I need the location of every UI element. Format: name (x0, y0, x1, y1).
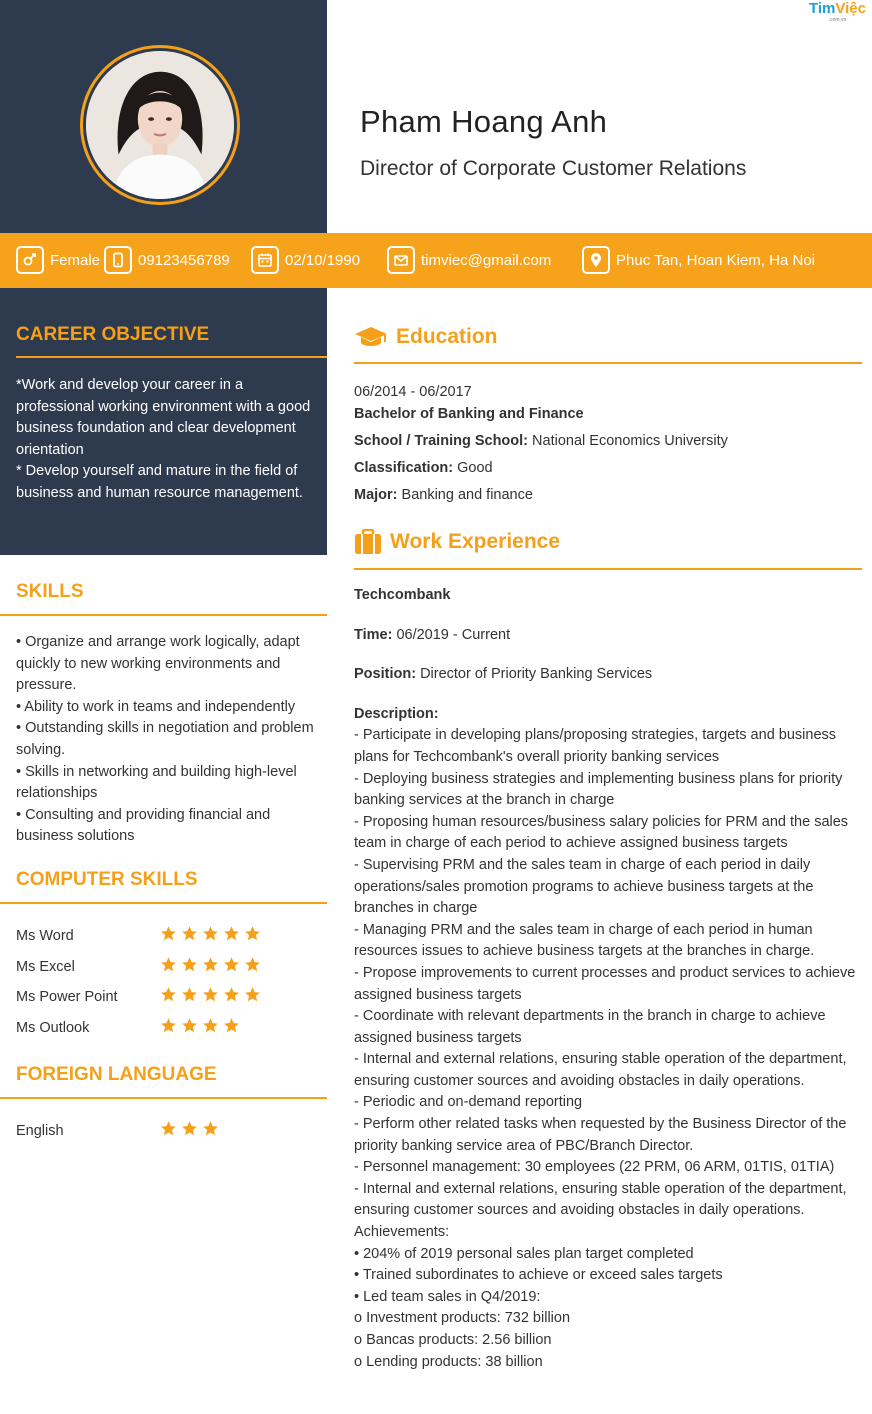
phone-icon (104, 246, 132, 274)
email-text: timviec@gmail.com (421, 251, 552, 269)
star-icon (223, 986, 240, 1008)
career-objective-text (16, 375, 324, 505)
description-line: - Participate in developing plans/proposing strategies, targets and business plans for Techcombank's overall priority banking services (354, 727, 837, 765)
profile-photo (86, 51, 234, 199)
star-icon (244, 925, 261, 947)
star-rating (160, 1120, 219, 1142)
star-icon (181, 1017, 198, 1039)
computer-skill-label: Ms Word (16, 928, 74, 944)
company-name: Techcombank (354, 587, 451, 603)
logo-text-b: Việc (835, 0, 866, 17)
objective-line: * Develop yourself and mature in the field of business and human resource management. (16, 463, 303, 501)
gender-text: Female (50, 251, 101, 269)
star-icon (181, 925, 198, 947)
description-line: - Supervising PRM and the sales team in charge of each period in daily operations/sales promotion programs to achieve business targets at the branches in charge (354, 856, 814, 917)
star-icon (244, 956, 261, 978)
candidate-name: Pham Hoang Anh (360, 104, 608, 139)
logo-text-a: Tim (809, 0, 836, 17)
candidate-title: Director of Corporate Customer Relations (360, 157, 747, 180)
contact-phone (104, 245, 230, 275)
description-line: - Perform other related tasks when requested by the Business Director of the priority banking service area of PBC/Branch Director. (354, 1116, 847, 1154)
computer-skill-row (16, 956, 316, 978)
description-line: - Proposing human resources/business salary policies for PRM and the sales team in charge of each period to achieve assigned business targets (354, 813, 849, 852)
description-line: - Propose improvements to current processes and product services to achieve assigned business targets (354, 964, 856, 1003)
foreign-language-rule (0, 1097, 327, 1099)
work-experience-title: Work Experience (390, 530, 561, 553)
birthday-text: 02/10/1990 (285, 251, 361, 269)
map-pin-icon (582, 246, 610, 274)
work-entry (354, 585, 862, 1373)
skills-list (16, 632, 321, 848)
description-line: - Internal and external relations, ensuring stable operation of the department, ensuring customer sources and avoiding obstacles in daily operations. (354, 1051, 847, 1089)
calendar-icon (251, 246, 279, 274)
objective-line: *Work and develop your career in a professional working environment with a good business foundation and clear development orientation (16, 377, 311, 458)
education-period: 06/2014 - 06/2017 (354, 384, 472, 400)
description-line: • Trained subordinates to achieve or exceed sales targets (354, 1267, 723, 1284)
skill-item: • Organize and arrange work logically, adapt quickly to new working environments and pressure. (16, 634, 300, 694)
computer-skill-row (16, 1017, 316, 1039)
star-rating (160, 986, 261, 1008)
skill-item: • Skills in networking and building high-level relationships (16, 763, 297, 802)
star-icon (160, 956, 177, 978)
star-icon (202, 1120, 219, 1142)
star-rating (160, 925, 261, 947)
classification-label: Classification: (354, 460, 454, 476)
education-school (354, 430, 862, 457)
description-line: Achievements: (354, 1224, 450, 1241)
classification-value: Good (457, 460, 493, 476)
star-icon (202, 956, 219, 978)
computer-skill-label: Ms Power Point (16, 989, 118, 1005)
star-icon (244, 986, 261, 1008)
computer-skill-label: Ms Outlook (16, 1020, 90, 1036)
logo-subtext: .com.vn (828, 17, 847, 23)
briefcase-icon (354, 529, 382, 555)
star-icon (202, 986, 219, 1008)
address-text: Phuc Tan, Hoan Kiem, Ha Noi (616, 251, 815, 269)
work-time (354, 625, 862, 647)
position-label: Position: (354, 666, 417, 683)
gender-icon (16, 246, 44, 274)
star-icon (160, 1120, 177, 1142)
contact-address (582, 245, 815, 275)
major-label: Major: (354, 487, 398, 503)
star-rating (160, 1017, 240, 1039)
language-row (16, 1120, 316, 1142)
phone-text: 09123456789 (138, 251, 230, 269)
description-line: o Investment products: 732 billion (354, 1310, 571, 1327)
career-objective-rule (16, 356, 327, 358)
work-experience-heading (354, 529, 560, 555)
work-position (354, 664, 862, 686)
education-major (354, 484, 862, 511)
education-heading (354, 325, 498, 349)
computer-skill-row (16, 925, 316, 947)
description-line: - Managing PRM and the sales team in charge of each period in human resources issues to achieve business targets at the branches in charge. (354, 921, 815, 960)
education-rule (354, 362, 862, 364)
star-icon (160, 925, 177, 947)
contact-bar (0, 233, 872, 288)
education-degree: Bachelor of Banking and Finance (354, 406, 584, 422)
education-classification (354, 457, 862, 484)
description-line: - Personnel management: 30 employees (22 PRM, 06 ARM, 01TIS, 01TIA) (354, 1159, 835, 1176)
star-icon (181, 1120, 198, 1142)
description-line: - Periodic and on-demand reporting (354, 1094, 583, 1111)
description-line: - Deploying business strategies and implementing business plans for priority banking services at the branch in charge (354, 770, 843, 809)
position-value: Director of Priority Banking Services (420, 666, 653, 683)
star-icon (202, 1017, 219, 1039)
skill-item: • Consulting and providing financial and business solutions (16, 806, 271, 845)
school-value: National Economics University (532, 433, 728, 449)
star-icon (181, 956, 198, 978)
envelope-icon (387, 246, 415, 274)
computer-skill-row (16, 986, 316, 1008)
time-value: 06/2019 - Current (396, 626, 511, 643)
star-icon (160, 1017, 177, 1039)
skill-item: • Ability to work in teams and independently (16, 698, 296, 715)
time-label: Time: (354, 626, 393, 643)
star-rating (160, 956, 261, 978)
education-entry (354, 381, 862, 511)
language-label: English (16, 1123, 64, 1139)
computer-skills-heading: COMPUTER SKILLS (16, 869, 198, 890)
brand-logo (809, 0, 866, 23)
description-list (354, 725, 862, 1373)
description-line: o Lending products: 38 billion (354, 1353, 543, 1370)
skills-rule (0, 614, 327, 616)
school-label: School / Training School: (354, 433, 529, 449)
major-value: Banking and finance (401, 487, 533, 503)
contact-gender (16, 245, 100, 275)
career-objective-heading: CAREER OBJECTIVE (16, 324, 210, 345)
skills-heading: SKILLS (16, 581, 84, 602)
contact-birthday (251, 245, 360, 275)
description-line: - Internal and external relations, ensuring stable operation of the department, ensuring customer sources and avoiding obstacles in daily operations. (354, 1180, 847, 1219)
description-line: • Led team sales in Q4/2019: (354, 1288, 541, 1305)
star-icon (181, 986, 198, 1008)
star-icon (202, 925, 219, 947)
star-icon (223, 925, 240, 947)
computer-skills-rule (0, 902, 327, 904)
star-icon (160, 986, 177, 1008)
description-line: • 204% of 2019 personal sales plan target completed (354, 1245, 694, 1262)
description-line: - Coordinate with relevant departments in the branch in charge to achieve assigned business targets (354, 1008, 826, 1046)
graduation-cap-icon (354, 325, 388, 349)
star-icon (223, 1017, 240, 1039)
work-experience-rule (354, 568, 862, 570)
contact-email (387, 245, 551, 275)
star-icon (223, 956, 240, 978)
skill-item: • Outstanding skills in negotiation and problem solving. (16, 720, 314, 758)
description-line: o Bancas products: 2.56 billion (354, 1332, 552, 1348)
description-label: Description: (354, 705, 439, 722)
education-title: Education (396, 325, 498, 348)
foreign-language-heading: FOREIGN LANGUAGE (16, 1064, 217, 1085)
avatar (80, 45, 240, 205)
computer-skill-label: Ms Excel (16, 959, 75, 975)
